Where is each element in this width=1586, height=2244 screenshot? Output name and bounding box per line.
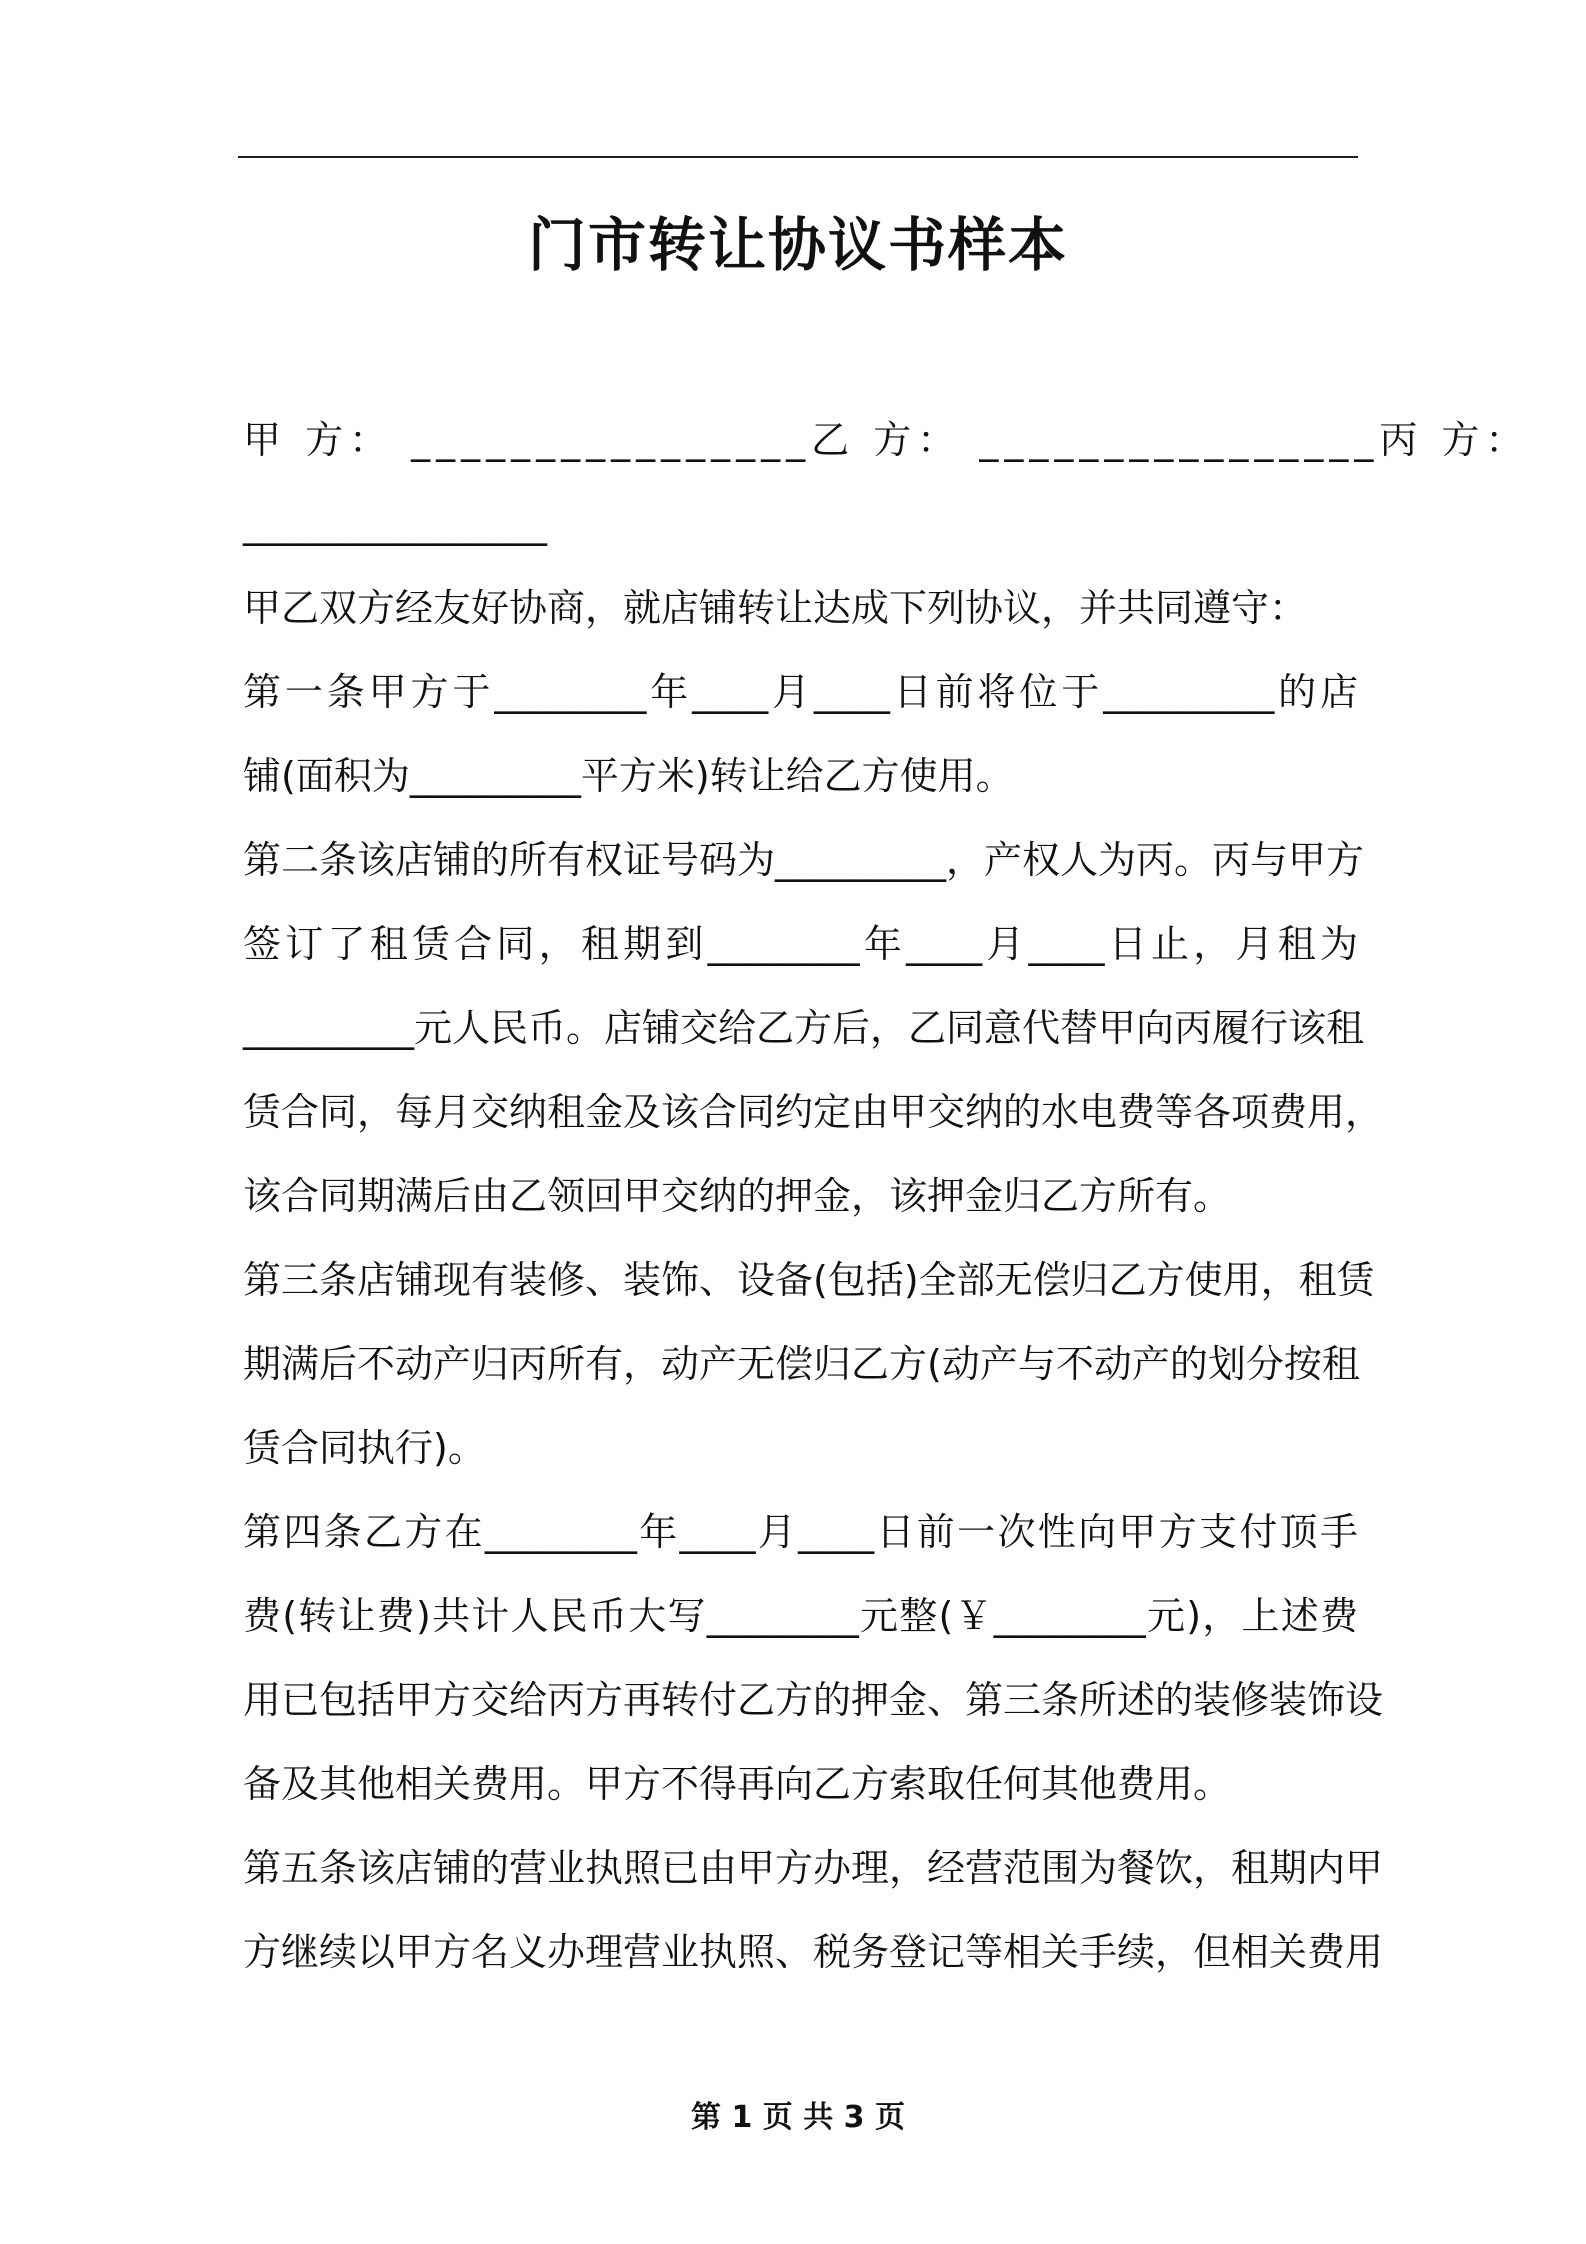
article-4-line-1: 第四条乙方在________年____月____日前一次性向甲方支付顶手 xyxy=(243,1510,1358,1554)
article-3-line-1: 第三条店铺现有装修、装饰、设备(包括)全部无偿归乙方使用，租赁 xyxy=(243,1258,1375,1302)
article-2-line-3: _________元人民币。店铺交给乙方后，乙同意代替甲向丙履行该租 xyxy=(243,1006,1365,1050)
page-number: 第 1 页 共 3 页 xyxy=(691,2100,905,2135)
article-5-line-2: 方继续以甲方名义办理营业执照、税务登记等相关手续，但相关费用 xyxy=(243,1930,1384,1974)
article-2-line-2: 签订了租赁合同，租期到________年____月____日止，月租为 xyxy=(243,922,1358,966)
article-4-line-4: 备及其他相关费用。甲方不得再向乙方索取任何其他费用。 xyxy=(243,1762,1232,1806)
article-3-line-3: 赁合同执行)。 xyxy=(243,1426,486,1470)
article-2-line-4: 赁合同，每月交纳租金及该合同约定由甲交纳的水电费等各项费用， xyxy=(243,1090,1384,1134)
article-4-line-2: 费(转让费)共计人民币大写________元整(￥________元)，上述费 xyxy=(243,1594,1358,1638)
header-rule xyxy=(238,156,1358,158)
document-body xyxy=(243,398,1530,1994)
party-line: 甲 方： ________________乙 方： ________________丙 方： xyxy=(243,418,1530,462)
article-2-line-1: 第二条该店铺的所有权证号码为_________，产权人为丙。丙与甲方 xyxy=(243,838,1365,882)
article-5-line-1: 第五条该店铺的营业执照已由甲方办理，经营范围为餐饮，租期内甲 xyxy=(243,1846,1384,1890)
document-title: 门市转让协议书样本 xyxy=(527,211,1068,279)
preamble-line: 甲乙双方经友好协商，就店铺转让达成下列协议，并共同遵守： xyxy=(243,586,1308,630)
article-2-line-5: 该合同期满后由乙领回甲交纳的押金，该押金归乙方所有。 xyxy=(243,1174,1232,1218)
article-4-line-3: 用已包括甲方交给丙方再转付乙方的押金、第三条所述的装修装饰设 xyxy=(243,1678,1384,1722)
party-blank-line: ________________ xyxy=(243,502,547,546)
article-3-line-2: 期满后不动产归丙所有，动产无偿归乙方(动产与不动产的划分按租 xyxy=(243,1342,1360,1386)
article-1-line-1: 第一条甲方于________年____月____日前将位于_________的店 xyxy=(243,670,1358,714)
article-1-line-2: 铺(面积为_________平方米)转让给乙方使用。 xyxy=(243,754,1014,798)
